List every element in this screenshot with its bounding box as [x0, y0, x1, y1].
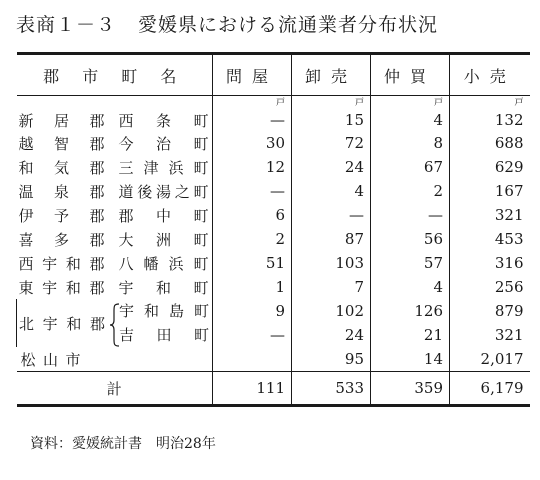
value-broker: 67 — [371, 155, 450, 179]
value-broker: 126 — [371, 299, 450, 323]
header-wholesale-tonya: 問屋 — [213, 54, 292, 96]
town-name: 郡中町 — [118, 206, 209, 225]
header-wholesale-oroshi: 卸売 — [292, 54, 371, 96]
source-year: 明治28年 — [156, 436, 216, 452]
town-name: 八幡浜町 — [118, 254, 209, 273]
gun-name: 北宇和郡 — [19, 314, 105, 333]
unit-label: 戸 — [213, 96, 292, 110]
value-oroshi: 102 — [292, 299, 371, 323]
gun-name: 喜多郡 — [18, 230, 105, 249]
value-oroshi: — — [292, 203, 371, 227]
town-name: 道後湯之町 — [118, 182, 209, 201]
table-row — [17, 179, 530, 203]
value-broker: 21 — [371, 323, 450, 347]
value-broker: — — [371, 203, 450, 227]
table-row — [17, 251, 530, 275]
table-title — [16, 10, 438, 37]
value-broker: 56 — [371, 227, 450, 251]
value-oroshi: 4 — [292, 179, 371, 203]
table-row — [17, 227, 530, 251]
town-name: 三津浜町 — [118, 158, 209, 177]
value-tonya: — — [213, 323, 292, 347]
value-oroshi: 103 — [292, 251, 371, 275]
value-tonya: 12 — [213, 155, 292, 179]
table-title-text: 愛媛県における流通業者分布状況 — [138, 14, 439, 36]
value-oroshi: 24 — [292, 323, 371, 347]
gun-name: 東宇和郡 — [18, 278, 105, 297]
value-retail: 256 — [450, 275, 530, 299]
value-tonya: 9 — [213, 299, 292, 323]
value-tonya: 1 — [213, 275, 292, 299]
value-tonya — [213, 347, 292, 372]
table-row — [17, 299, 530, 323]
table-row — [17, 347, 530, 372]
value-oroshi: 15 — [292, 109, 371, 131]
table-row — [17, 155, 530, 179]
town-name: 大洲町 — [118, 230, 209, 249]
header-broker: 仲買 — [371, 54, 450, 96]
value-broker: 4 — [371, 275, 450, 299]
left-brace-icon — [109, 303, 121, 347]
total-retail: 6,179 — [450, 372, 530, 406]
value-oroshi: 72 — [292, 131, 371, 155]
value-broker: 2 — [371, 179, 450, 203]
unit-row — [17, 96, 530, 110]
value-retail: 453 — [450, 227, 530, 251]
total-tonya: 111 — [213, 372, 292, 406]
source-label: 資料：愛媛統計書 — [30, 436, 142, 452]
gun-name: 伊予郡 — [18, 206, 105, 225]
header-district: 郡 市 町 名 — [17, 54, 213, 96]
unit-label: 戸 — [292, 96, 371, 110]
gun-name: 越智郡 — [18, 134, 105, 153]
town-name: 宇和島町 — [119, 302, 209, 320]
value-oroshi: 24 — [292, 155, 371, 179]
gun-name: 温泉郡 — [18, 182, 105, 201]
distribution-table — [16, 52, 530, 407]
value-retail: 132 — [450, 109, 530, 131]
value-tonya: 6 — [213, 203, 292, 227]
city-name: 松山市 — [20, 350, 81, 369]
gun-name: 和気郡 — [18, 158, 105, 177]
value-retail: 321 — [450, 203, 530, 227]
value-broker: 57 — [371, 251, 450, 275]
value-oroshi: 95 — [292, 347, 371, 372]
town-name: 宇和町 — [118, 278, 209, 297]
value-oroshi: 87 — [292, 227, 371, 251]
value-tonya: 51 — [213, 251, 292, 275]
table-row — [17, 109, 530, 131]
table-row — [17, 275, 530, 299]
value-retail: 879 — [450, 299, 530, 323]
total-label: 計 — [17, 372, 213, 406]
source-note — [30, 433, 216, 453]
value-retail: 629 — [450, 155, 530, 179]
value-retail: 316 — [450, 251, 530, 275]
table-row — [17, 203, 530, 227]
value-broker: 8 — [371, 131, 450, 155]
value-oroshi: 7 — [292, 275, 371, 299]
value-retail: 321 — [450, 323, 530, 347]
header-row — [17, 54, 530, 96]
table-row — [17, 131, 530, 155]
gun-name: 新居郡 — [18, 111, 105, 130]
total-oroshi: 533 — [292, 372, 371, 406]
value-retail: 688 — [450, 131, 530, 155]
total-row — [17, 372, 530, 406]
header-retail: 小売 — [450, 54, 530, 96]
value-tonya: 30 — [213, 131, 292, 155]
value-broker: 4 — [371, 109, 450, 131]
town-name: 吉田町 — [119, 326, 209, 344]
total-broker: 359 — [371, 372, 450, 406]
gun-name: 西宇和郡 — [18, 254, 105, 273]
value-tonya: — — [213, 179, 292, 203]
value-retail: 2,017 — [450, 347, 530, 372]
value-tonya: 2 — [213, 227, 292, 251]
kitauwa-group — [17, 299, 213, 347]
unit-label: 戸 — [371, 96, 450, 110]
value-tonya: — — [213, 109, 292, 131]
town-name: 西条町 — [118, 111, 209, 130]
town-name: 今治町 — [118, 134, 209, 153]
unit-label: 戸 — [450, 96, 530, 110]
value-broker: 14 — [371, 347, 450, 372]
value-retail: 167 — [450, 179, 530, 203]
table-number: 表商１－３ — [16, 14, 117, 36]
